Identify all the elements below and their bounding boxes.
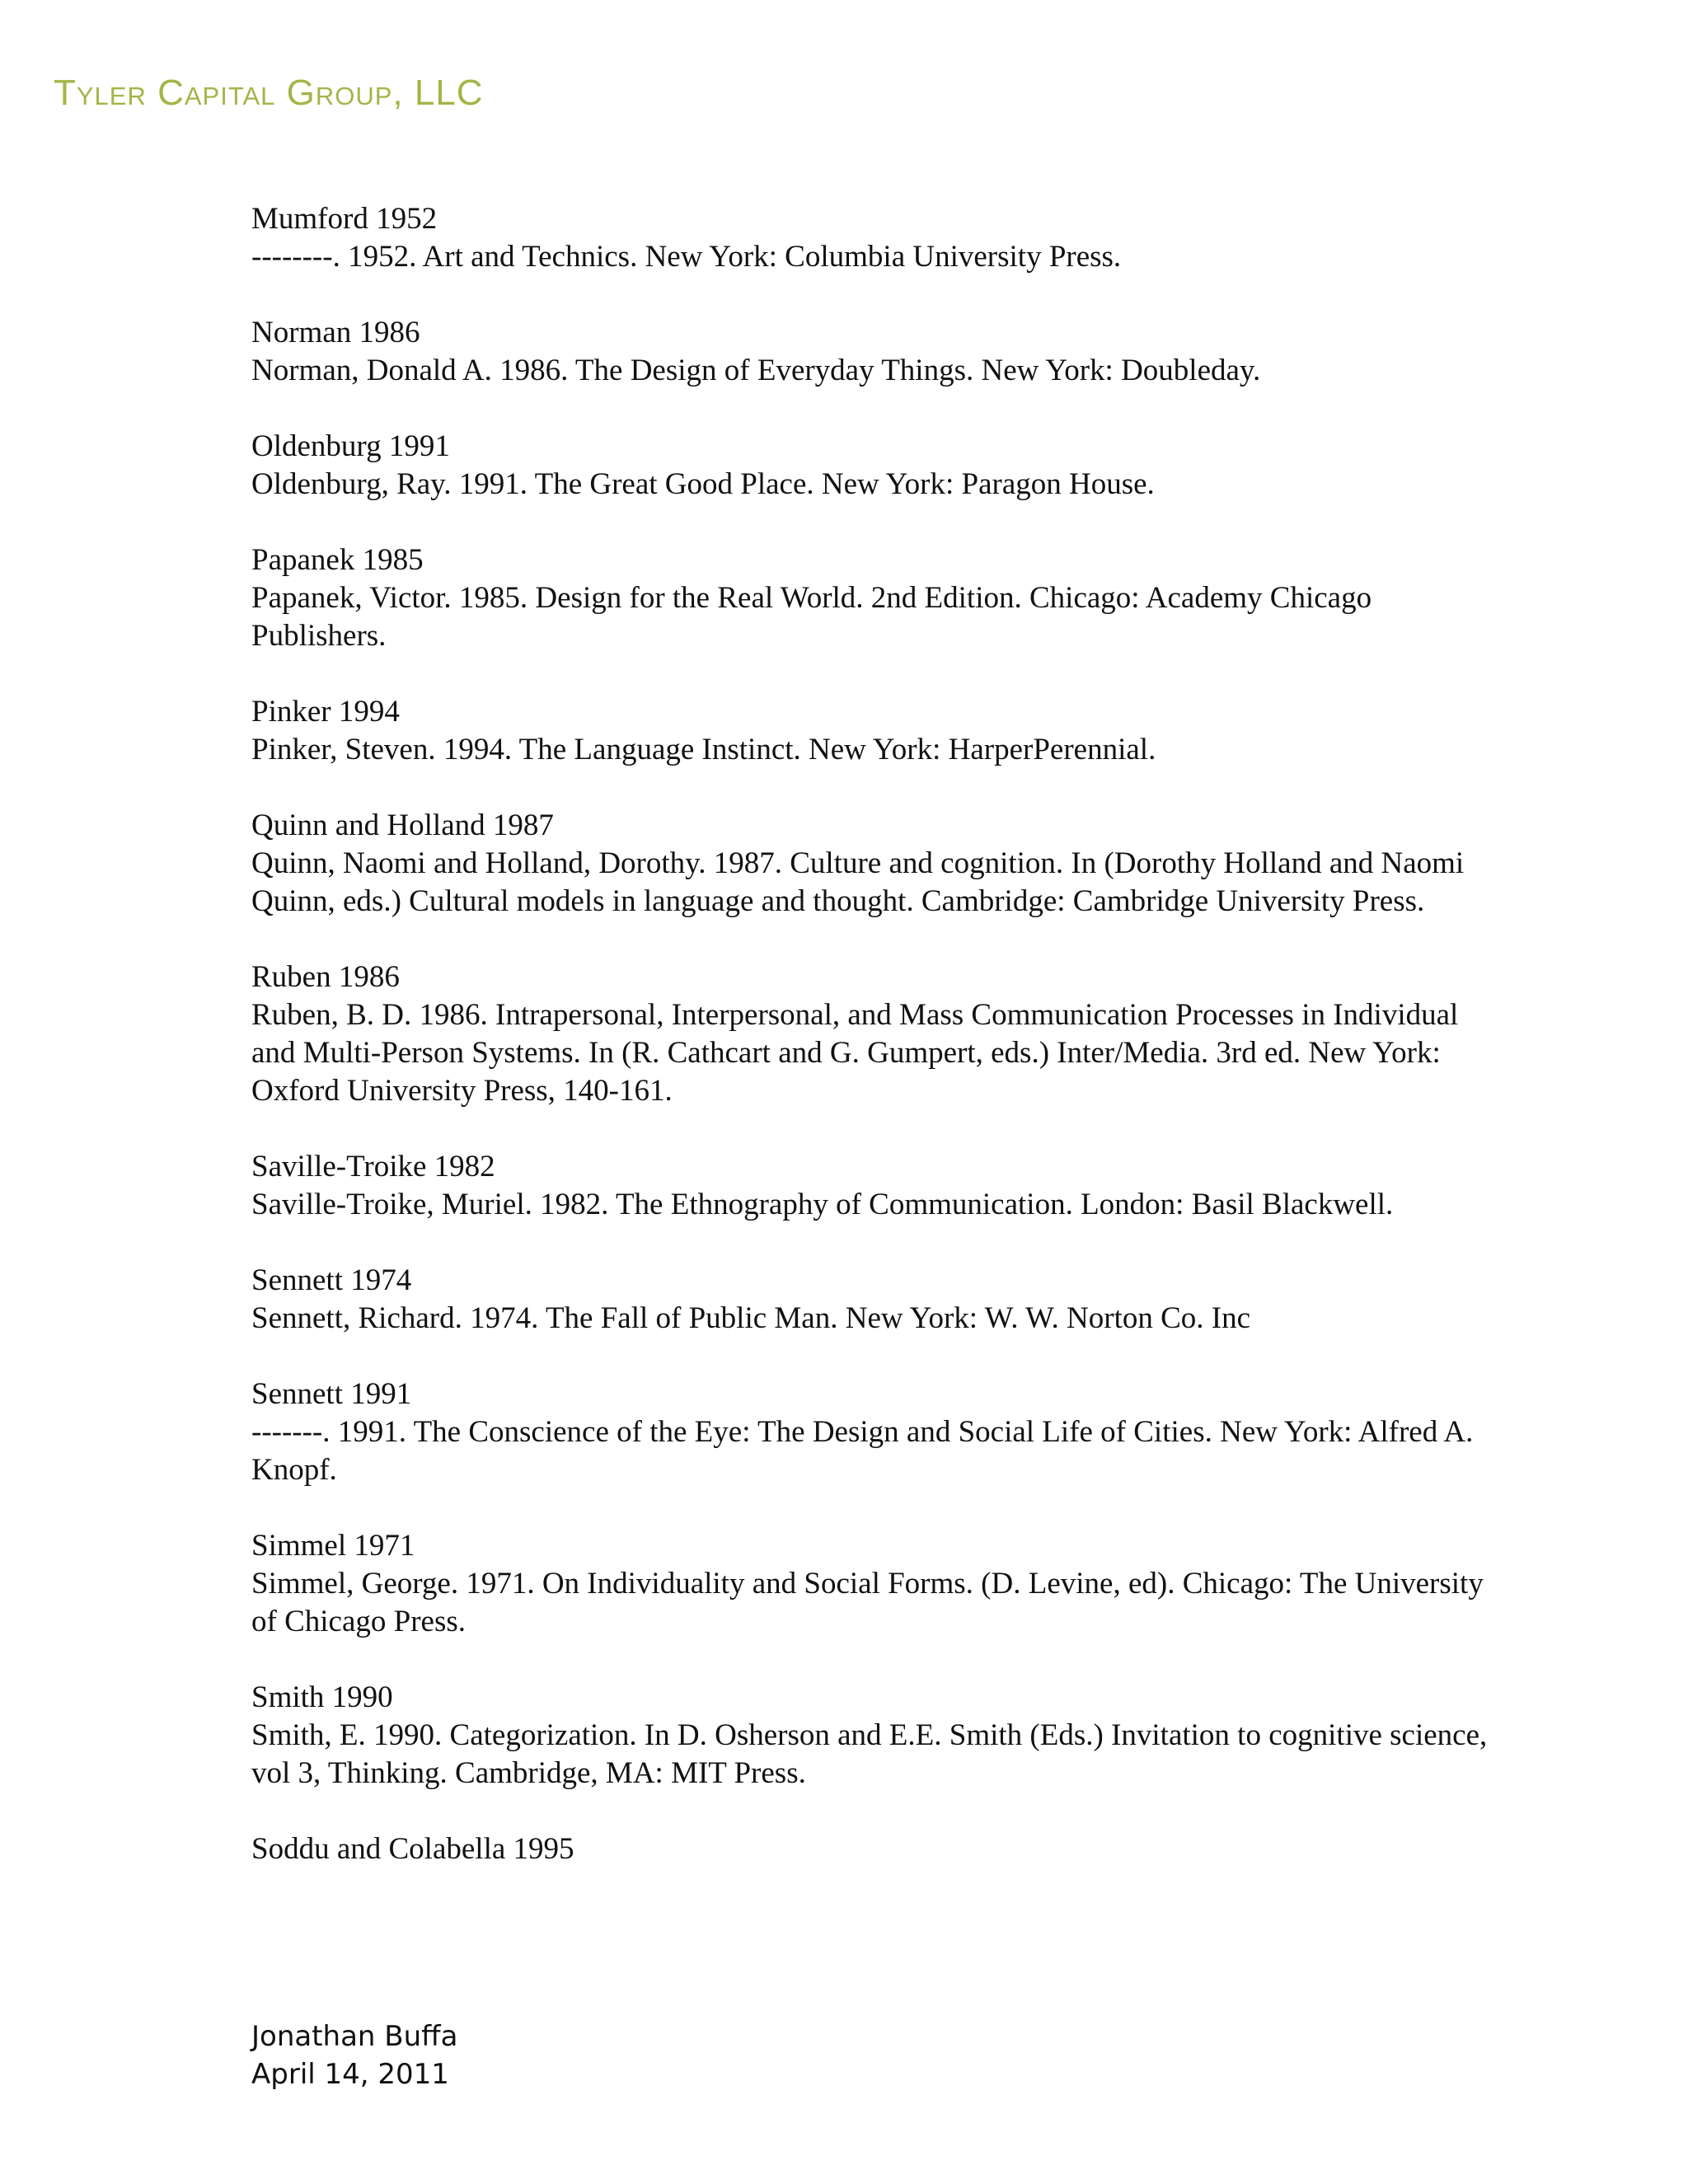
bibliography-entry: [251, 1527, 1488, 1641]
bibliography-entry: [251, 807, 1488, 921]
bibliography-entry: [251, 1262, 1488, 1338]
entry-key: Sennett 1974: [251, 1263, 412, 1297]
entry-key: Norman 1986: [251, 316, 420, 349]
entry-reference: Papanek, Victor. 1985. Design for the Real World. 2nd Edition. Chicago: Academy Chicago Publishers.: [251, 581, 1372, 653]
entry-key: Quinn and Holland 1987: [251, 808, 554, 842]
bibliography-entry: [251, 1830, 1488, 1868]
entry-key: Sennett 1991: [251, 1377, 412, 1411]
bibliography-list: [251, 200, 1488, 1906]
bibliography-entry: [251, 693, 1488, 769]
signature-name: Jonathan Buffa: [251, 2020, 458, 2053]
bibliography-entry: [251, 200, 1488, 276]
signature-block: [251, 2018, 457, 2093]
entry-reference: Sennett, Richard. 1974. The Fall of Public Man. New York: W. W. Norton Co. Inc: [251, 1301, 1251, 1335]
entry-key: Mumford 1952: [251, 202, 438, 236]
entry-reference: Pinker, Steven. 1994. The Language Instinct. New York: HarperPerennial.: [251, 733, 1156, 766]
entry-reference: Saville-Troike, Muriel. 1982. The Ethnography of Communication. London: Basil Blackwell.: [251, 1188, 1394, 1221]
company-header: Tyler Capital Group, LLC: [54, 73, 484, 113]
entry-reference: Quinn, Naomi and Holland, Dorothy. 1987. Culture and cognition. In (Dorothy Holland and Naomi Quinn, eds.) Cultural models in language and thought. Cambridge: Cambridge University Press.: [251, 846, 1465, 918]
bibliography-entry: [251, 314, 1488, 390]
entry-reference: Simmel, George. 1971. On Individuality and Social Forms. (D. Levine, ed). Chicago: The University of Chicago Press.: [251, 1567, 1484, 1638]
bibliography-entry: [251, 541, 1488, 655]
entry-key: Soddu and Colabella 1995: [251, 1832, 574, 1866]
bibliography-entry: [251, 958, 1488, 1110]
entry-reference: Oldenburg, Ray. 1991. The Great Good Place. New York: Paragon House.: [251, 467, 1155, 501]
bibliography-entry: [251, 1148, 1488, 1224]
entry-reference: --------. 1952. Art and Technics. New York: Columbia University Press.: [251, 240, 1122, 274]
bibliography-entry: [251, 1679, 1488, 1793]
entry-reference: -------. 1991. The Conscience of the Eye: The Design and Social Life of Cities. New York: Alfred A. Knopf.: [251, 1415, 1474, 1487]
entry-reference: Norman, Donald A. 1986. The Design of Everyday Things. New York: Doubleday.: [251, 354, 1261, 387]
entry-reference: Smith, E. 1990. Categorization. In D. Osherson and E.E. Smith (Eds.) Invitation to cognitive science, vol 3, Thinking. Cambridge, MA: MIT Press.: [251, 1718, 1488, 1790]
entry-key: Ruben 1986: [251, 960, 400, 994]
entry-reference: Ruben, B. D. 1986. Intrapersonal, Interpersonal, and Mass Communication Processes in Individual and Multi-Person Systems. In (R. Cathcart and G. Gumpert, eds.) Inter/Media. 3rd ed. New York: Oxford University Press, 140-161.: [251, 998, 1459, 1108]
entry-key: Pinker 1994: [251, 695, 400, 729]
entry-key: Simmel 1971: [251, 1529, 415, 1563]
entry-key: Papanek 1985: [251, 543, 424, 577]
entry-key: Oldenburg 1991: [251, 429, 450, 463]
signature-date: April 14, 2011: [251, 2058, 449, 2091]
entry-key: Smith 1990: [251, 1680, 393, 1714]
entry-key: Saville-Troike 1982: [251, 1150, 495, 1183]
bibliography-entry: [251, 428, 1488, 504]
bibliography-entry: [251, 1376, 1488, 1489]
